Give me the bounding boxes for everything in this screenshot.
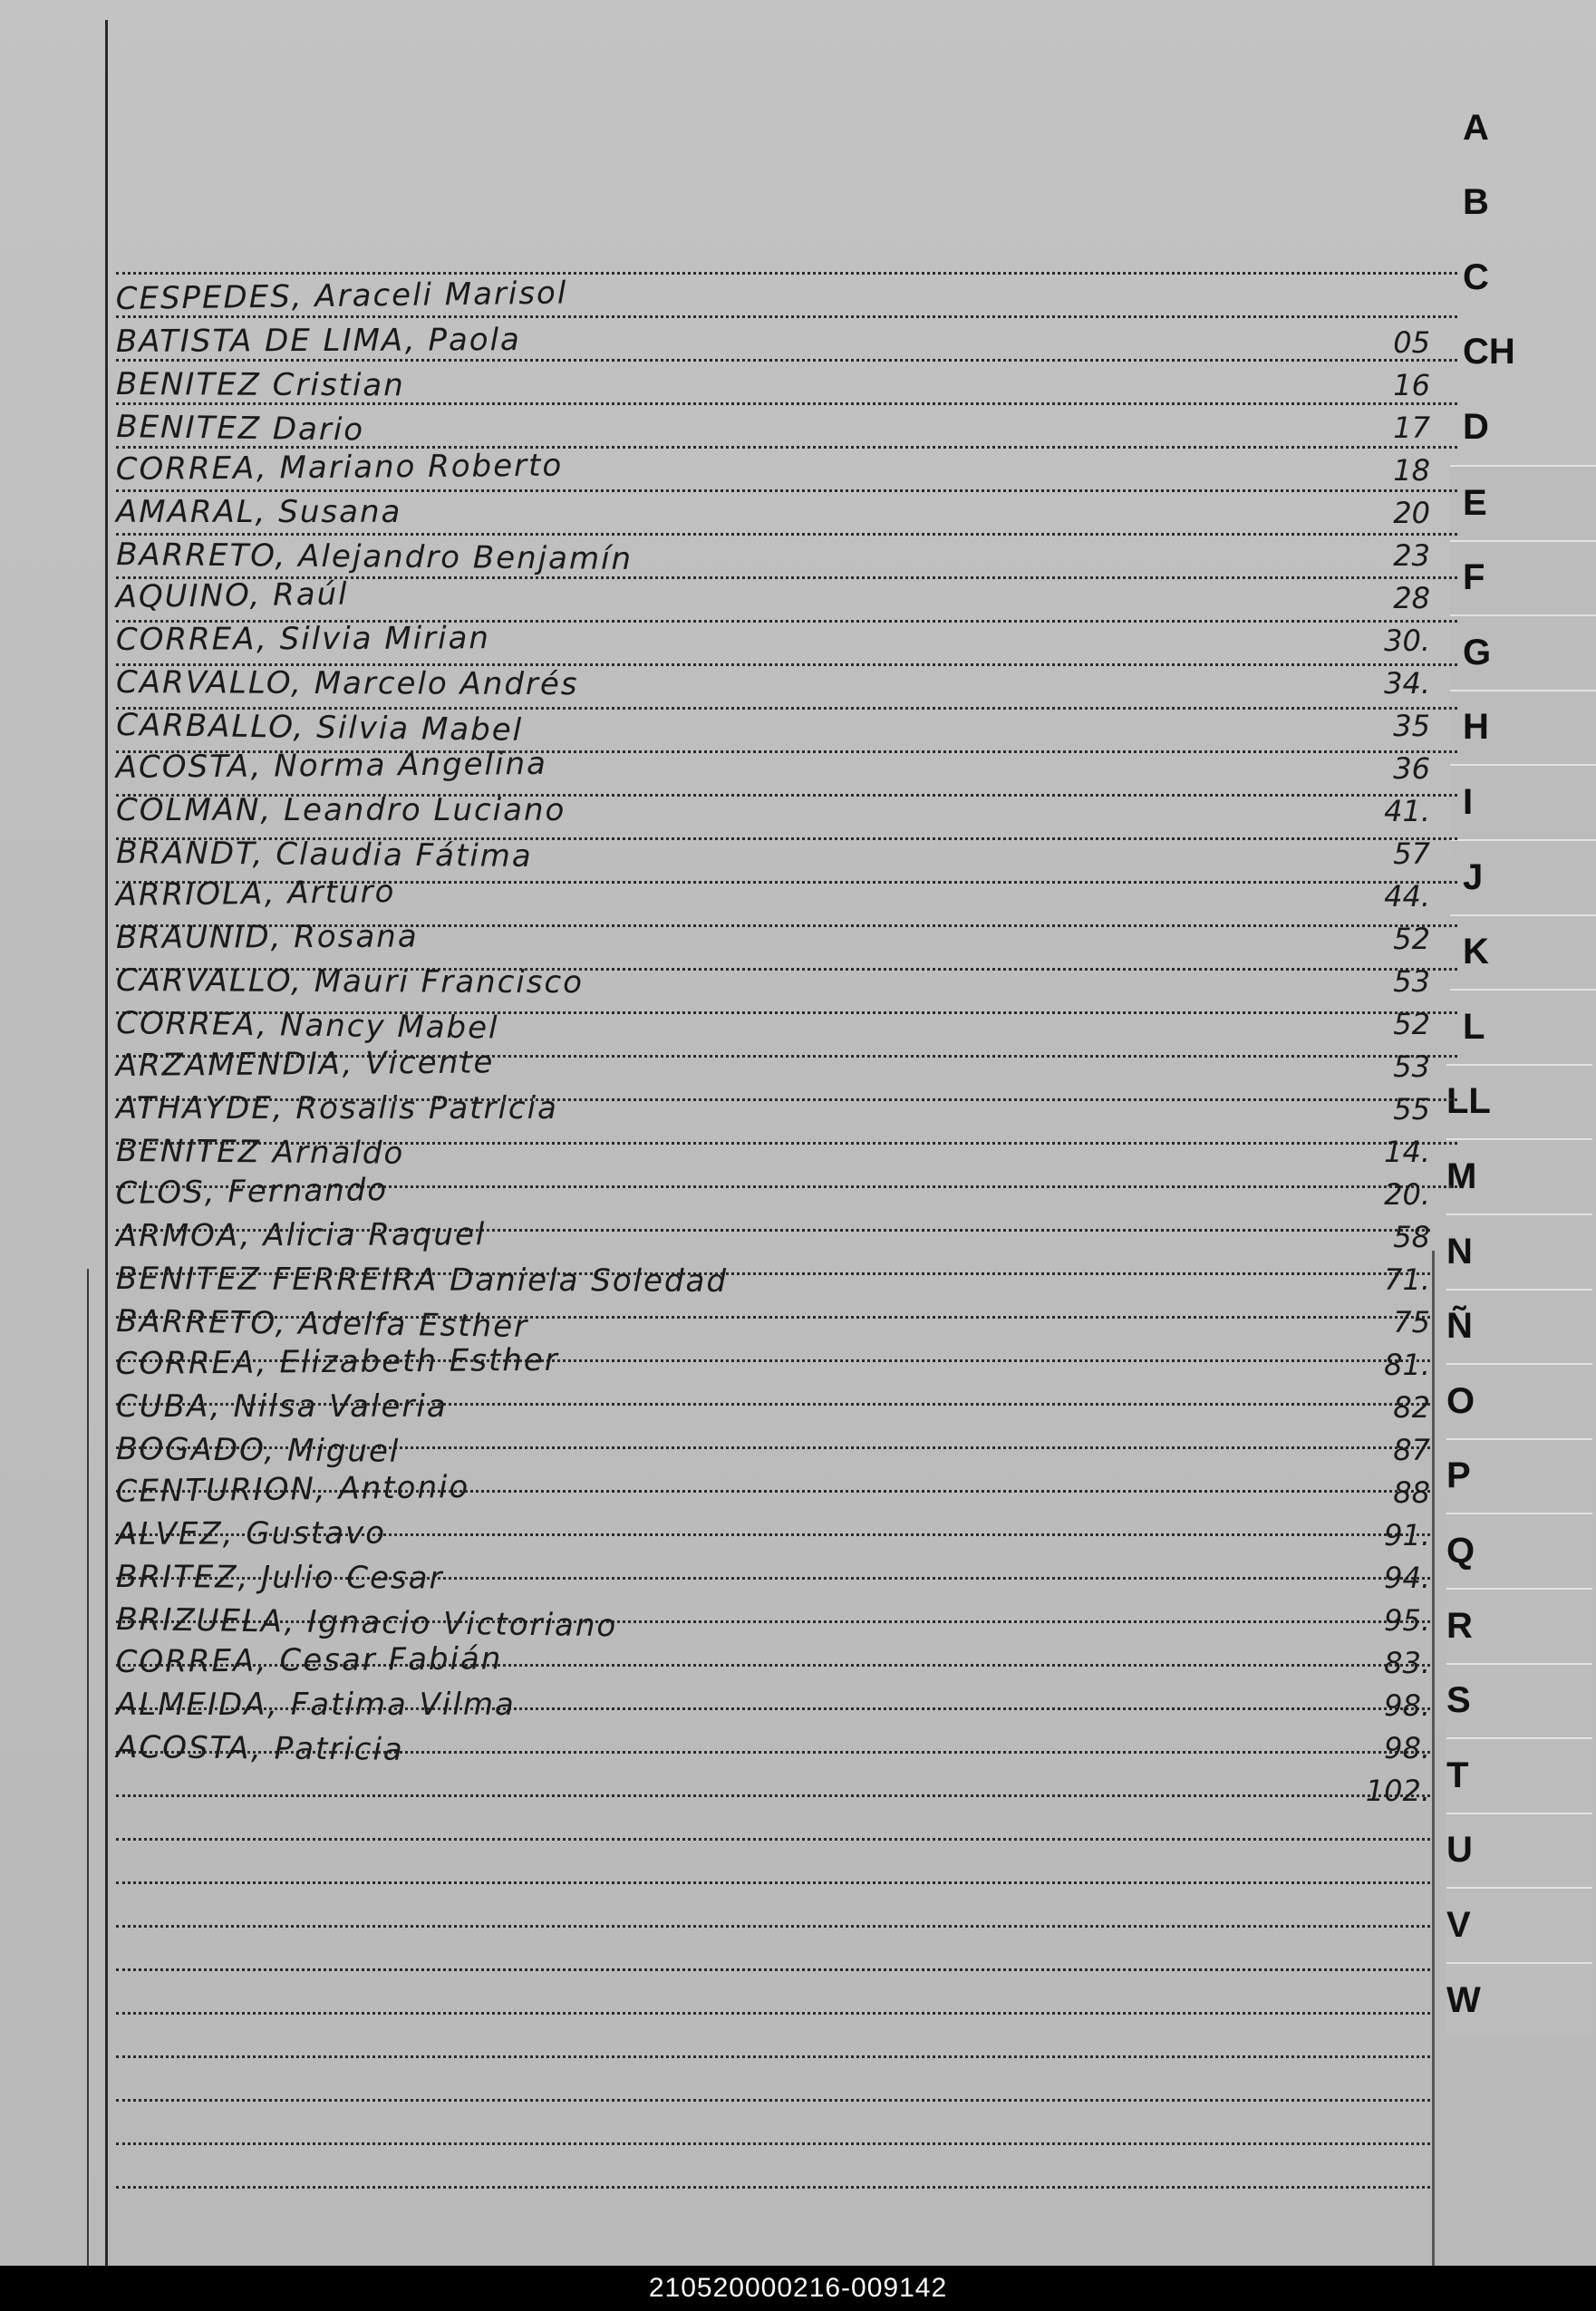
register-entry (116, 829, 1430, 873)
register-entry (116, 957, 1430, 1001)
entry-page-number: 16 (1393, 368, 1430, 402)
register-entry (116, 403, 1430, 447)
register-entry (116, 1724, 1430, 1767)
entry-name: CARVALLO, Marcelo Andrés (116, 664, 579, 703)
register-entry (116, 914, 1430, 958)
entry-page-number: 58 (1393, 1220, 1430, 1254)
register-entry (116, 872, 1430, 915)
index-tab[interactable]: Ñ (1446, 1289, 1592, 1363)
entry-page-number: 36 (1393, 751, 1430, 786)
register-entry (116, 659, 1430, 702)
ruled-line (116, 2099, 1430, 2102)
index-tab[interactable]: M (1446, 1138, 1592, 1213)
index-tab[interactable]: W (1446, 1962, 1592, 2036)
entry-name: AQUINO, Raúl (115, 575, 349, 615)
entry-name: AMARAL, Susana (116, 494, 402, 530)
entry-page-number: 30. (1384, 624, 1430, 658)
entry-page-number: 95. (1384, 1603, 1430, 1638)
entry-page-number: 87 (1393, 1433, 1430, 1467)
entry-name: CLOS, Fernando (115, 1172, 389, 1212)
entry-page-number: 102. (1365, 1774, 1430, 1808)
index-tab[interactable]: F (1450, 540, 1596, 614)
register-entry (116, 1298, 1430, 1345)
entry-page-number: 20 (1393, 496, 1430, 530)
entry-name: BENITEZ Arnaldo (116, 1133, 405, 1172)
entry-page-number: 88 (1393, 1475, 1430, 1510)
register-entry (116, 276, 1430, 319)
ruled-line (116, 1838, 1430, 1841)
entry-page-number: 17 (1393, 411, 1430, 445)
entry-name: COLMAN, Leandro Luciano (116, 792, 566, 828)
entry-name: CORREA, Cesar Fabián (115, 1640, 503, 1680)
register-entry (116, 531, 1430, 575)
entry-page-number: 44. (1384, 879, 1430, 914)
entry-name: BARRETO, Alejandro Benjamín (116, 537, 634, 577)
index-tab[interactable]: CH (1463, 332, 1515, 372)
entry-name: BRAUNID, Rosana (115, 918, 419, 956)
entry-page-number: 83. (1384, 1646, 1430, 1680)
ruled-line (116, 1881, 1430, 1884)
entry-page-number: 05 (1393, 325, 1430, 360)
entry-name: ACOSTA, Patricia (116, 1729, 404, 1768)
entry-name: ATHAYDE, Rosalis Patricia (116, 1090, 558, 1126)
entry-name: BRITEZ, Julio Cesar (116, 1559, 444, 1597)
entry-page-number: 75 (1393, 1305, 1430, 1339)
entry-page-number: 41. (1384, 794, 1430, 828)
register-entry (116, 1127, 1430, 1171)
index-tab[interactable]: H (1450, 690, 1596, 764)
register-entry (116, 1042, 1430, 1086)
register-entry (116, 1511, 1430, 1554)
entry-name: BENITEZ Dario (116, 409, 365, 449)
index-tab[interactable]: B (1463, 182, 1489, 223)
ruled-line (116, 1968, 1430, 1971)
entry-name: BRIZUELA, Ignacio Victoriano (116, 1601, 618, 1645)
register-entry (116, 1000, 1430, 1047)
register-entry (116, 318, 1430, 362)
entry-name: CARBALLO, Silvia Mabel (116, 707, 524, 749)
index-tab[interactable]: R (1446, 1588, 1592, 1662)
entry-name: BRANDT, Claudia Fátima (116, 835, 533, 875)
entry-page-number: 18 (1393, 453, 1430, 488)
entry-page-number: 28 (1393, 581, 1430, 615)
register-entry (116, 446, 1430, 489)
entry-page-number: 52 (1393, 1007, 1430, 1041)
entry-page-number: 71. (1384, 1262, 1430, 1297)
register-entry (116, 1426, 1430, 1469)
register-entry (116, 1553, 1430, 1597)
entry-name: ARRIOLA, Arturo (115, 873, 396, 914)
entry-name: ALMEIDA, Fatima Vilma (116, 1687, 516, 1723)
index-tab[interactable]: C (1463, 256, 1489, 297)
register-entry (116, 1170, 1430, 1214)
register-entry (116, 1255, 1430, 1299)
index-tab[interactable]: S (1446, 1663, 1592, 1737)
entry-name: ACOSTA, Norma Angelina (115, 745, 548, 786)
entry-name: ALVEZ, Gustavo (115, 1514, 387, 1552)
document-id: 210520000216-009142 (648, 2273, 948, 2303)
left-margin-line-lower (87, 1269, 89, 2266)
entry-name: CUBA, Nilsa Valeria (116, 1388, 448, 1425)
index-tab[interactable]: P (1446, 1438, 1592, 1513)
entry-name: BOGADO, Miguel (116, 1431, 401, 1470)
entry-page-number: 81. (1384, 1348, 1430, 1382)
ruled-line (116, 2012, 1430, 2015)
register-entry (116, 574, 1430, 617)
register-entry (116, 1639, 1430, 1682)
entry-name: BENITEZ Cristian (116, 366, 405, 404)
entry-name: CARVALLO, Mauri Francisco (116, 962, 585, 1001)
index-tab[interactable]: E (1450, 465, 1596, 539)
entry-page-number: 20. (1384, 1177, 1430, 1212)
index-tab[interactable]: Q (1446, 1513, 1592, 1587)
alphabet-index-tabs (1446, 91, 1596, 2039)
entry-name: CORREA, Mariano Roberto (115, 447, 564, 488)
entry-name: CORREA, Elizabeth Esther (115, 1341, 559, 1382)
ruled-line (116, 1925, 1430, 1928)
right-page-edge (1432, 1251, 1435, 2266)
register-entry (116, 1213, 1430, 1256)
register-entry (116, 787, 1430, 830)
entry-name: BATISTA DE LIMA, Paola (115, 322, 521, 360)
ruled-line (116, 2055, 1430, 2058)
ruled-line (116, 2186, 1430, 2189)
entry-name: CORREA, Nancy Mabel (116, 1005, 499, 1047)
register-entry (116, 1340, 1430, 1384)
entry-page-number: 98. (1384, 1688, 1430, 1723)
register-entry (116, 488, 1430, 532)
entry-name: CESPEDES, Araceli Marisol (115, 275, 568, 317)
index-tab[interactable]: LL (1446, 1064, 1592, 1138)
document-id-bar (0, 2266, 1596, 2311)
ruled-line (116, 272, 1457, 275)
index-tab[interactable]: I (1450, 764, 1596, 838)
index-tab[interactable]: K (1450, 914, 1596, 989)
entry-page-number: 34. (1384, 666, 1430, 701)
entry-page-number: 94. (1384, 1561, 1430, 1595)
entry-name: BARRETO, Adelfa Esther (116, 1303, 529, 1345)
entry-page-number: 57 (1393, 836, 1430, 871)
entry-page-number: 14. (1384, 1135, 1430, 1169)
entry-name: ARZAMENDIA, Vicente (115, 1044, 495, 1084)
register-entry (116, 616, 1430, 660)
index-tab[interactable]: L (1450, 989, 1596, 1063)
index-tab[interactable]: U (1446, 1813, 1592, 1887)
entry-page-number: 98. (1384, 1731, 1430, 1765)
entry-name: ARMOA, Alicia Raquel (115, 1216, 487, 1254)
entry-page-number: 52 (1393, 922, 1430, 956)
entry-page-number: 82 (1393, 1390, 1430, 1425)
entry-page-number: 53 (1393, 964, 1430, 999)
register-entry (116, 1468, 1430, 1512)
entry-page-number: 23 (1393, 538, 1430, 573)
index-tab[interactable]: A (1463, 107, 1489, 148)
register-entry (116, 1383, 1430, 1426)
entry-page-number: 53 (1393, 1049, 1430, 1084)
index-tab[interactable]: D (1463, 406, 1489, 447)
entry-page-number: 55 (1393, 1092, 1430, 1126)
register-entry (116, 744, 1430, 788)
entry-page-number: 91. (1384, 1518, 1430, 1552)
entry-name: BENITEZ FERREIRA Daniela Soledad (116, 1261, 729, 1300)
register-entry (116, 1681, 1430, 1725)
ruled-line (116, 2142, 1430, 2145)
index-tab[interactable]: V (1446, 1887, 1592, 1961)
index-tab[interactable]: T (1446, 1737, 1592, 1812)
register-entry (116, 1596, 1430, 1645)
entry-name: CENTURION, Antonio (115, 1468, 470, 1510)
index-tab[interactable]: O (1446, 1363, 1592, 1437)
left-margin-line (105, 20, 108, 2266)
entry-name: CORREA, Silvia Mirian (115, 620, 491, 658)
index-tab[interactable]: J (1450, 839, 1596, 914)
register-entry (116, 701, 1430, 749)
entry-page-number: 35 (1393, 709, 1430, 743)
index-tab[interactable]: N (1446, 1214, 1592, 1288)
register-entry (116, 1766, 1430, 1810)
register-entry (116, 361, 1430, 404)
index-tab[interactable]: G (1450, 614, 1596, 689)
register-entry (116, 1085, 1430, 1128)
